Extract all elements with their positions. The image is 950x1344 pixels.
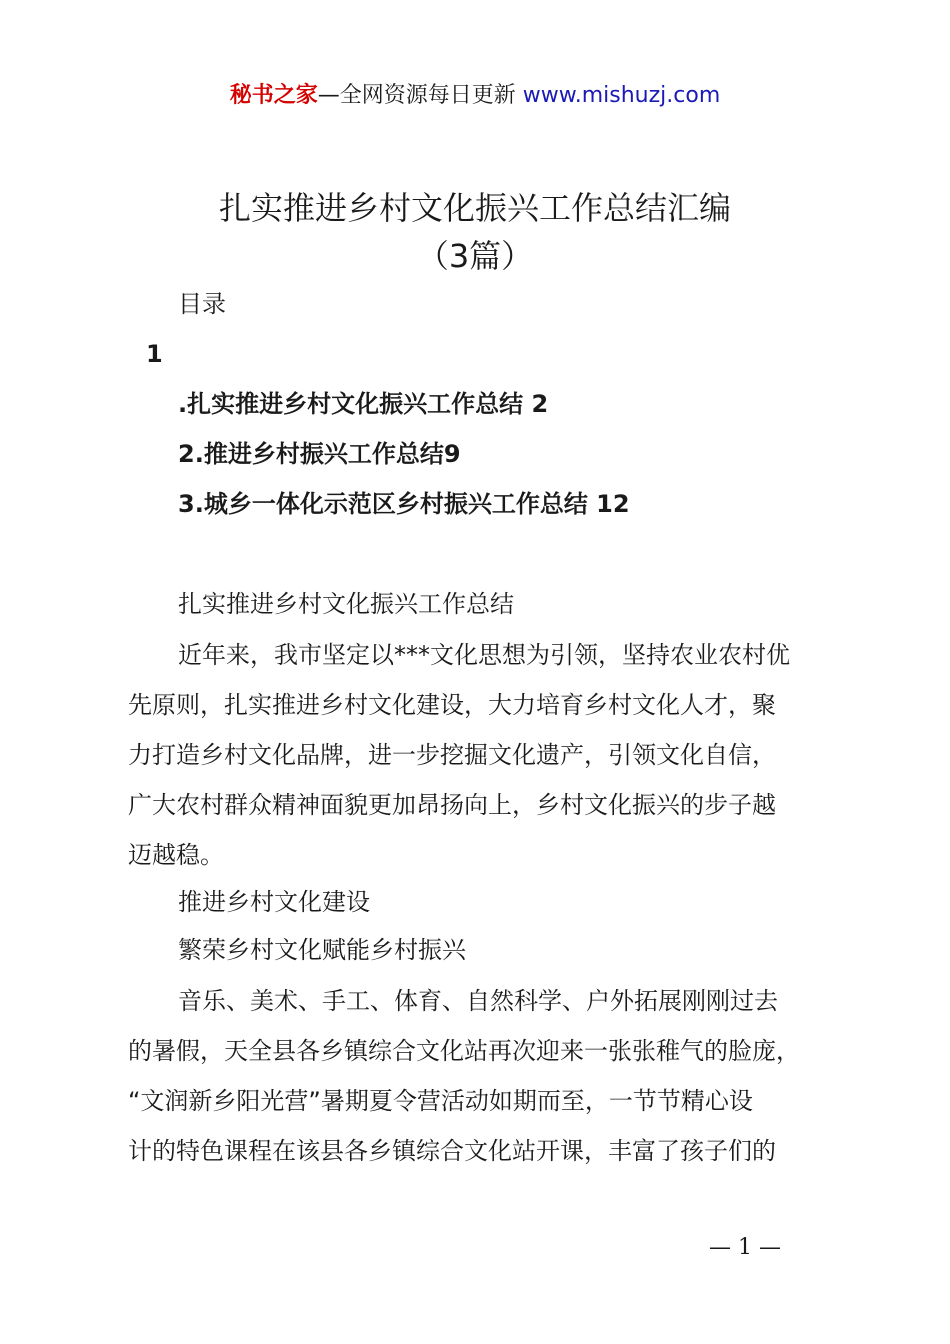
section-title: 扎实推进乡村文化振兴工作总结 bbox=[178, 590, 514, 618]
page-number: — 1 — bbox=[709, 1235, 781, 1260]
document-title: 扎实推进乡村文化振兴工作总结汇编 bbox=[218, 189, 731, 227]
document-title-count: （3篇） bbox=[416, 237, 534, 275]
paragraph-line: “文润新乡阳光营”暑期夏令营活动如期而至，一节节精心设 bbox=[128, 1087, 753, 1115]
subheading-1: 推进乡村文化建设 bbox=[178, 888, 370, 916]
site-url-link[interactable]: www.mishuzj.com bbox=[522, 83, 721, 108]
body-paragraph-2 bbox=[128, 976, 848, 1176]
body-paragraph-1 bbox=[128, 630, 848, 880]
paragraph-line: 音乐、美术、手工、体育、自然科学、户外拓展刚刚过去 bbox=[178, 987, 778, 1015]
paragraph-line: 计的特色课程在该县各乡镇综合文化站开课，丰富了孩子们的 bbox=[128, 1137, 776, 1165]
paragraph-line: 迈越稳。 bbox=[128, 841, 224, 869]
paragraph-line: 广大农村群众精神面貌更加昂扬向上，乡村文化振兴的步子越 bbox=[128, 791, 776, 819]
site-brand: 秘书之家 bbox=[229, 83, 318, 108]
toc-heading: 目录 bbox=[178, 290, 226, 318]
toc-item-2[interactable]: 2.推进乡村振兴工作总结9 bbox=[178, 440, 461, 468]
paragraph-line: 力打造乡村文化品牌，进一步挖掘文化遗产，引领文化自信， bbox=[128, 741, 776, 769]
site-header bbox=[0, 80, 950, 112]
paragraph-line: 近年来，我市坚定以***文化思想为引领，坚持农业农村优 bbox=[178, 641, 790, 669]
paragraph-line: 的暑假，天全县各乡镇综合文化站再次迎来一张张稚气的脸庞， bbox=[128, 1037, 800, 1065]
toc-item-3[interactable]: 3.城乡一体化示范区乡村振兴工作总结 12 bbox=[178, 490, 630, 518]
subheading-2: 繁荣乡村文化赋能乡村振兴 bbox=[178, 936, 466, 964]
toc-item-1[interactable]: .扎实推进乡村文化振兴工作总结 2 bbox=[178, 390, 549, 418]
site-tagline: —全网资源每日更新 bbox=[317, 83, 523, 108]
toc-number-line: 1 bbox=[146, 340, 163, 368]
paragraph-line: 先原则，扎实推进乡村文化建设，大力培育乡村文化人才，聚 bbox=[128, 691, 776, 719]
